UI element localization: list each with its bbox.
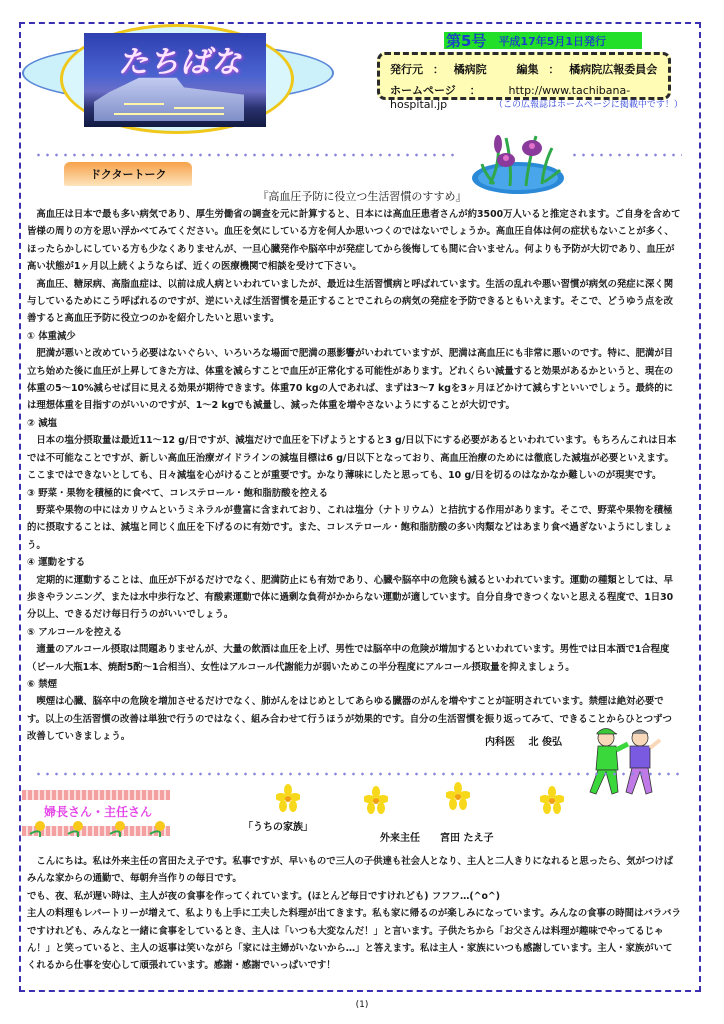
separator: ： [469,84,481,97]
yellow-flower-icon [364,786,388,814]
dotted-divider [34,153,454,157]
essay-paragraph: こんにちは。私は外来主任の宮田たえ子です。私事ですが、早いもので三人の子供達も社会人となり、主人と二人きりになれると思ったら、気がつけばみんな家からの通勤で、毎朝弁当作りの毎日です。 [27,856,674,885]
item-text: 野菜や果物の中にはカリウムというミネラルが豊富に含まれており、これは塩分（ナトリウム）と拮抗する作用があります。そこで、野菜や果物を積極的に摂取することは、減塩と同じく血圧を下げるのに有効です。また、コレステロール・飽和脂肪酸の多い肉類などはあまり食べ過ぎないようにしましょう。 [27,504,673,551]
publisher-name: 橘病院 [453,63,487,76]
window-lights [174,107,224,109]
publisher-row [390,61,663,77]
yellow-flower-icon [446,782,470,810]
tulip-icon [66,820,86,838]
intro-paragraph: 高血圧、糖尿病、高脂血症は、以前は成人病といわれていましたが、最近は生活習慣病と呼ばれています。生活の乱れや悪い習慣が病気の発症に深く関与しているためにこう呼ばれるのですが、逆にいえば生活習慣を是正することでこれらの病気の発症を予防できるともいえます。そこで、どうゆう点を改善すると高血圧予防に役立つのかを紹介したいと思います。 [27,278,674,325]
separator: ： [432,63,444,76]
tulip-icon [108,820,128,838]
item-heading: ② 減塩 [27,417,57,429]
doctor-signature: 内科医 北 俊弘 [485,737,562,748]
article-title: 『高血圧予防に役立つ生活習慣のすすめ』 [257,190,467,203]
tulip-icon [28,820,48,838]
doctor-talk-tab: ドクタートーク [64,162,192,186]
hospital-photo [84,33,266,127]
essay-paragraph: 主人の料理もレパートリーが増えて、私よりも上手に工夫した料理が出てきます。私も家に帰るのが楽しみになっています。みんなの食事の時間はバラバラですけれども、みんなと一緒に食事をしているとき、主人は「いつも大変なんだ！」と言います。子供たちから「お父さんは料理が趣味でやってるじゃん！」と笑っていると、主人の返事は笑いながら「家には主婦がいないから…」と答えます。私は主人・家族にいつも感謝しています。主人・家族がいてくれるから仕事を安心して頑張れています。感謝・感謝でいっぱいです！ [27,908,681,972]
window-lights [114,113,224,115]
essay-author: 外来主任 宮田 たえ子 [380,833,494,844]
newsletter-logo-title: たちばな [118,45,242,80]
tulip-icon [148,820,168,838]
essay-paragraph: でも、夜、私が遅い時は、主人が夜の食事を作ってくれています。(ほとんど毎日ですけれども) フフフ…(^o^) [27,890,501,902]
item-heading: ① 体重減少 [27,330,76,342]
intro-paragraph: 高血圧は日本で最も多い病気であり、厚生労働省の調査を元に計算すると、日本には高血圧患者さんが約3500万人いると推定されます。ご自身を含めて皆様の周りの方を思い浮かべてみてください。血圧を気にしている方を何人か思いつくのではないでしょうか。高血圧自体は何の症状もないことが多く、ほったらかしにしている方も少なくありませんが、一旦心臓発作や脳卒中が発症してから後悔しても間に合いません。何よりも予防が大切であり、血圧が高い状態が1ヶ月以上続くようならば、近くの医療機関で相談を受けて下さい。 [27,209,681,273]
issue-number: 第5号 [446,32,487,50]
essay-title: 「うちの家族」 [243,822,313,833]
item-text: 喫煙は心臓、脳卒中の危険を増加させるだけでなく、肺がんをはじめとしてあらゆる臓器のがんを増やすことが証明されています。禁煙は絶対必要です。以上の生活習慣の改善は単独で行うのではなく、組み合わせて行うほうが効果的です。自分の生活習慣を振り返ってみて、できることからひとつずつ改善していきましょう。 [27,696,672,743]
issue-date: 平成17年5月1日発行 [498,34,607,48]
item-text: 肥満が悪いと改めていう必要はないぐらい、いろいろな場面で肥満の悪影響がいわれていますが、肥満は高血圧にも非常に悪いのです。特に、肥満が目立ち始めた後に血圧が上昇してきた方は、体重を減らすことで血圧が正常化する可能性があります。どれくらい減量すると効果があるかというと、現在の体重の5〜10%減らせば目に見える効果が期待できます。体重70 kgの人であれば、まずは3〜7 kgを3ヶ月ほどかけて減らすといいでしょう。最終的には理想体重を目指すのがいいのですが、1〜2 kgでも減量し、減った体重を増やさないようにすることが大切です。 [27,348,674,412]
checkered-ribbon [22,790,170,800]
homepage-label: ホームページ [390,84,456,97]
homepage-link[interactable]: http://www.tachibana-hospital.jp [390,84,631,111]
separator: ： [548,63,560,76]
nurse-corner-title: 婦長さん・主任さん [44,805,153,819]
doctor-article-body [27,206,681,746]
item-heading: ⑥ 禁煙 [27,678,57,690]
yellow-flower-icon [276,784,300,812]
editor-name: 橘病院広報委員会 [569,63,658,76]
item-heading: ④ 運動をする [27,557,86,569]
item-text: 適量のアルコール摂取は問題ありませんが、大量の飲酒は血圧を上げ、男性では脳卒中の危険が増加するといわれています。男性では日本酒で1合程度（ビール大瓶1本、焼酎5酌〜1合相当）、女性はアルコール代謝能力が弱いためこの半分程度にアルコール摂取量を抑えましょう。 [27,644,670,673]
item-text: 日本の塩分摂取量は最近11〜12 g/日ですが、減塩だけで血圧を下げようとすると3 g/日以下にする必要があるといわれています。もちろんこれは日本では不可能なことですが、新しい高血圧治療ガイドラインの減塩目標は6 g/日以下となっており、高血圧治療のためには徹底した減塩が必要といえます。ここまではできないとしても、日々減塩を心がけることが重要です。かなり薄味にしたと思っても、10 g/日を切るのはなかなか難しいのが現実です。 [27,435,677,482]
window-lights [124,103,164,105]
dotted-divider [34,772,680,776]
item-text: 定期的に運動することは、血圧が下がるだけでなく、肥満防止にも有効であり、心臓や脳卒中の危険も減るといわれています。運動の種類としては、早歩きやランニング、または水中歩行など、有酸素運動で体に過剰な負荷がかからない運動が適しています。自分自身できつくないと思える程度で、1日30分以上、できるだけ毎日行うのがいいでしょう。 [27,574,674,621]
editor-label: 編集 [516,63,539,76]
walking-couple-icon [582,724,672,800]
iris-flower-icon [470,124,566,196]
publisher-label: 発行元 [390,63,423,76]
yellow-flower-icon [540,786,564,814]
item-heading: ③ 野菜・果物を積極的に食べて、コレステロール・飽和脂肪酸を控える [27,487,328,499]
item-heading: ⑤ アルコールを控える [27,626,123,638]
page-number: (1) [355,1000,369,1010]
dotted-divider [570,153,682,157]
nurse-essay-body [27,853,681,975]
issue-bar [444,32,642,49]
homepage-note: （この広報誌はホームページに掲載中です！） [494,100,683,110]
